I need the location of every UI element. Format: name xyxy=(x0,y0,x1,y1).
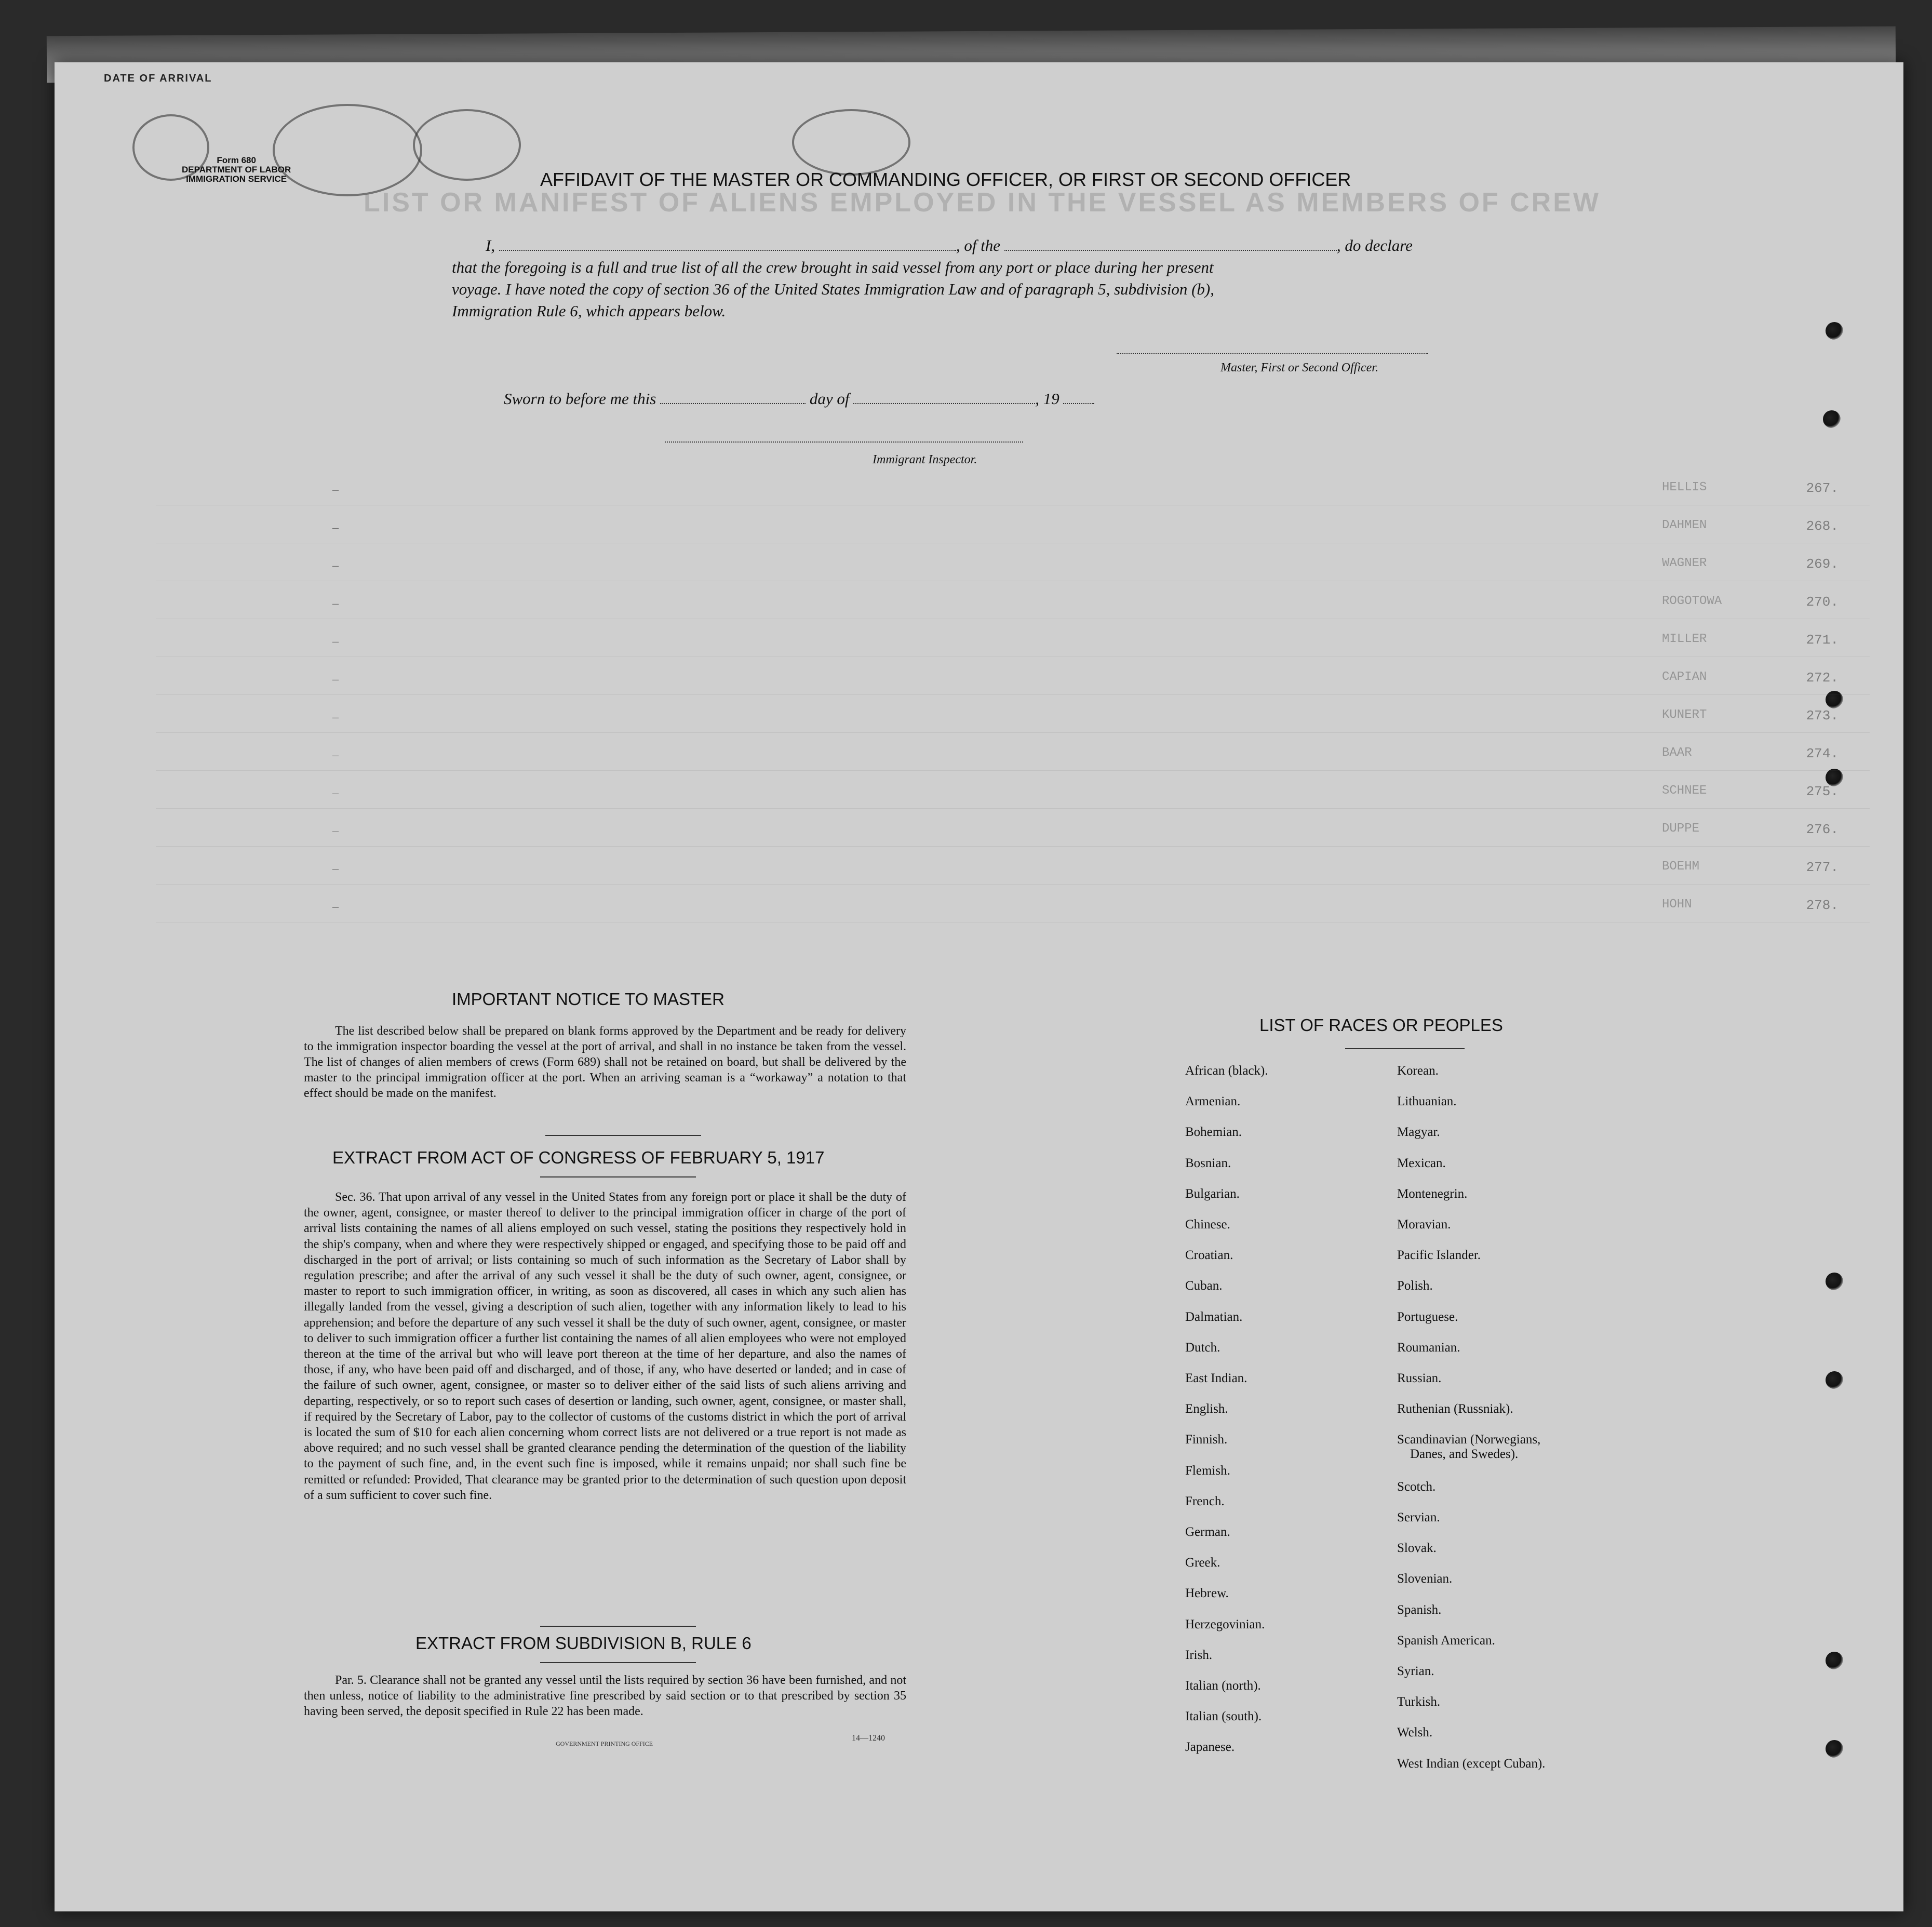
table-row: – ROGOTOWA 270. xyxy=(156,581,1870,619)
punch-hole xyxy=(1823,410,1841,428)
punch-hole xyxy=(1826,322,1843,340)
affidavit-do-declare: , do declare xyxy=(1336,236,1413,255)
form-number-block xyxy=(182,156,291,184)
race-item: Spanish. xyxy=(1397,1602,1442,1617)
race-item: Greek. xyxy=(1185,1556,1220,1570)
race-item: Polish. xyxy=(1397,1279,1433,1293)
race-item: Bulgarian. xyxy=(1185,1186,1240,1201)
important-notice-body: The list described below shall be prepared on blank forms approved by the Department and be ready for delivery to the immigration inspector boarding the vessel at the port of arrival, and shall in no instance be taken from the vessel. The list of changes of alien members of crews (Form 689) shall not be retained on board, but shall be delivered by the master to the principal immigration officer at the port. When an arriving seaman is a “workaway” a notation to that effect should be made on the manifest. xyxy=(304,1024,906,1100)
sworn-line xyxy=(504,390,1094,408)
divider xyxy=(540,1626,696,1627)
affidavit-i: I, xyxy=(486,236,495,255)
affidavit-line-2: that the foregoing is a full and true list of all the crew brought in said vessel from any port or place during her present xyxy=(452,258,1214,276)
race-item: Bosnian. xyxy=(1185,1156,1231,1170)
form-code: 14—1240 xyxy=(852,1734,885,1743)
day-of-label: day of xyxy=(809,390,850,408)
race-item: French. xyxy=(1185,1494,1225,1508)
affidavit-line-4: Immigration Rule 6, which appears below. xyxy=(452,302,726,320)
race-item: Ruthenian (Russniak). xyxy=(1397,1402,1513,1416)
sworn-label: Sworn to before me this xyxy=(504,390,656,408)
section-36-text: Sec. 36. That upon arrival of any vessel in the United States from any foreign port or place it shall be the duty of the owner, agent, consignee, or master thereof to deliver to the principal immigration officer in charge of the port of arrival lists containing the names of all aliens employed on such vessel, stating the positions they respectively hold in the ship's company, when and where they were respectively shipped or engaged, and specifying those to be paid off and discharged in the port of arrival; or lists containing so much of such information as the Secretary of Labor shall by regulation prescribe; and after the arrival of any such vessel it shall be the duty of such owner, agent, consignee, or master to report to such immigration officer, in writing, as soon as discovered, all cases in which any such alien has illegally landed from the vessel, giving a description of such alien, together with any information likely to lead to his apprehension; and before the departure of any such vessel it shall be the duty of such owner, agent, consignee, or master to deliver to such immigration officer a further list containing the names of all alien employees who were not employed thereon at the time of the arrival but who will leave port thereon at the time of her departure, and also the names of those, if any, who have been paid off and discharged, and of those, if any, who have deserted or landed; and in case of the failure of such owner, agent, consignee, or master so to deliver either of the said lists of such aliens arriving and departing, respectively, or so to report such cases of desertion or landing, such owner, agent, consignee, or master shall, if required by the Secretary of Labor, pay to the collector of customs of the customs district in which the port of arrival is located the sum of $10 for each alien concerning whom correct lists are not delivered or a true report is not made as above required; and no such vessel shall be granted clearance pending the determination of the question of the liability to the payment of such fine, and, in the event such fine is imposed, while it remains unpaid; nor shall such fine be remitted or refunded: Provided, That clearance may be granted prior to the determination of such question upon deposit of a sum sufficient to cover such fine. xyxy=(304,1190,906,1502)
race-item: Korean. xyxy=(1397,1064,1439,1078)
punch-hole xyxy=(1826,1740,1843,1758)
table-row: – DUPPE 276. xyxy=(156,809,1870,847)
race-item: Croatian. xyxy=(1185,1248,1233,1263)
race-item: Chinese. xyxy=(1185,1217,1230,1232)
race-item: Roumanian. xyxy=(1397,1340,1460,1355)
affidavit-line-3: voyage. I have noted the copy of section 36 of the United States Immigration Law and of paragraph 5, subdivision (b), xyxy=(452,280,1214,298)
race-item: Finnish. xyxy=(1185,1433,1228,1447)
race-item: Dutch. xyxy=(1185,1340,1220,1355)
race-item: Portuguese. xyxy=(1397,1309,1458,1324)
punch-hole xyxy=(1826,1371,1843,1389)
race-item: Dalmatian. xyxy=(1185,1309,1243,1324)
day-blank[interactable] xyxy=(660,399,806,404)
race-item: West Indian (except Cuban). xyxy=(1397,1756,1546,1771)
table-row: – HOHN 278. xyxy=(156,885,1870,922)
race-item: Syrian. xyxy=(1397,1664,1434,1678)
inspector-signature-line[interactable] xyxy=(665,441,1023,443)
table-row: – MILLER 271. xyxy=(156,619,1870,657)
manifest-sheet xyxy=(55,62,1903,1911)
race-item: Armenian. xyxy=(1185,1094,1241,1109)
table-row: – KUNERT 273. xyxy=(156,695,1870,733)
race-item: East Indian. xyxy=(1185,1371,1247,1385)
table-row: – DAHMEN 268. xyxy=(156,505,1870,543)
race-item: Servian. xyxy=(1397,1510,1440,1524)
race-item: Slovenian. xyxy=(1397,1572,1453,1586)
table-row: – WAGNER 269. xyxy=(156,543,1870,581)
race-item: African (black). xyxy=(1185,1064,1268,1078)
extract-rule-title: EXTRACT FROM SUBDIVISION B, RULE 6 xyxy=(415,1634,752,1653)
race-item: Pacific Islander. xyxy=(1397,1248,1481,1263)
punch-hole xyxy=(1826,1652,1843,1669)
name-blank[interactable] xyxy=(499,246,956,251)
punch-hole xyxy=(1826,1273,1843,1290)
race-item: Flemish. xyxy=(1185,1463,1230,1478)
race-item: Bohemian. xyxy=(1185,1125,1242,1140)
race-item: Italian (north). xyxy=(1185,1679,1261,1693)
race-item: Welsh. xyxy=(1397,1725,1433,1740)
stain-mark xyxy=(273,104,422,196)
important-notice-title: IMPORTANT NOTICE TO MASTER xyxy=(452,989,725,1009)
affidavit-of-the: , of the xyxy=(956,236,1001,255)
table-row: – CAPIAN 272. xyxy=(156,657,1870,695)
table-row: – BAAR 274. xyxy=(156,733,1870,771)
race-item: Italian (south). xyxy=(1185,1709,1262,1724)
vessel-blank[interactable] xyxy=(1004,246,1337,251)
month-blank[interactable] xyxy=(853,399,1035,404)
race-item: Spanish American. xyxy=(1397,1633,1495,1648)
divider xyxy=(1345,1048,1465,1049)
race-item: Mexican. xyxy=(1397,1156,1446,1170)
date-of-arrival-label: DATE OF ARRIVAL xyxy=(104,73,212,84)
race-item: English. xyxy=(1185,1402,1228,1416)
paragraph-5-text: Par. 5. Clearance shall not be granted any vessel until the lists required by section 36 have been furnished, and not then unless, notice of liability to the administrative fine prescribed by said section or to that prescribed by section 35 having been served, the deposit specified in Rule 22 has been made. xyxy=(304,1674,906,1718)
year-prefix: , 19 xyxy=(1035,390,1059,408)
form-line: IMMIGRATION SERVICE xyxy=(186,174,287,184)
ghost-manifest-title: LIST OR MANIFEST OF ALIENS EMPLOYED IN THE VESSEL AS MEMBERS OF CREW xyxy=(364,188,1601,218)
ghost-crew-table xyxy=(156,467,1870,922)
race-item: Russian. xyxy=(1397,1371,1442,1385)
race-item: German. xyxy=(1185,1525,1230,1539)
divider xyxy=(540,1662,696,1663)
master-signature-label: Master, First or Second Officer. xyxy=(1220,361,1378,374)
inspector-label: Immigrant Inspector. xyxy=(873,453,977,466)
year-blank[interactable] xyxy=(1063,399,1094,404)
extract-act-title: EXTRACT FROM ACT OF CONGRESS OF FEBRUARY 5, 1917 xyxy=(332,1148,825,1167)
printer-imprint: GOVERNMENT PRINTING OFFICE xyxy=(556,1740,653,1747)
race-item: Irish. xyxy=(1185,1648,1213,1662)
races-list-title: LIST OF RACES OR PEOPLES xyxy=(1259,1015,1503,1035)
race-item: Danes, and Swedes). xyxy=(1410,1447,1519,1462)
race-item: Cuban. xyxy=(1185,1279,1223,1293)
stain-mark xyxy=(792,109,910,176)
stain-mark xyxy=(413,109,521,181)
race-item: Magyar. xyxy=(1397,1125,1440,1140)
race-item: Moravian. xyxy=(1397,1217,1451,1232)
race-item: Lithuanian. xyxy=(1397,1094,1457,1109)
table-row: – HELLIS 267. xyxy=(156,467,1870,505)
form-line: Form 680 xyxy=(217,155,256,165)
form-line: DEPARTMENT OF LABOR xyxy=(182,165,291,175)
race-item: Hebrew. xyxy=(1185,1586,1229,1601)
race-item: Japanese. xyxy=(1185,1740,1235,1755)
race-item: Montenegrin. xyxy=(1397,1186,1468,1201)
table-row: – SCHNEE 275. xyxy=(156,771,1870,809)
table-row: – BOEHM 277. xyxy=(156,847,1870,885)
race-item: Herzegovinian. xyxy=(1185,1617,1265,1631)
race-item: Slovak. xyxy=(1397,1541,1437,1556)
affidavit-title: AFFIDAVIT OF THE MASTER OR COMMANDING OFFICER, OR FIRST OR SECOND OFFICER xyxy=(540,169,1351,190)
race-item: Scandinavian (Norwegians, xyxy=(1397,1433,1541,1447)
divider xyxy=(545,1135,701,1136)
race-item: Scotch. xyxy=(1397,1479,1436,1494)
divider xyxy=(540,1176,696,1177)
race-item: Turkish. xyxy=(1397,1695,1441,1709)
affidavit-line-1 xyxy=(486,236,1413,255)
master-signature-line[interactable] xyxy=(1117,353,1428,354)
